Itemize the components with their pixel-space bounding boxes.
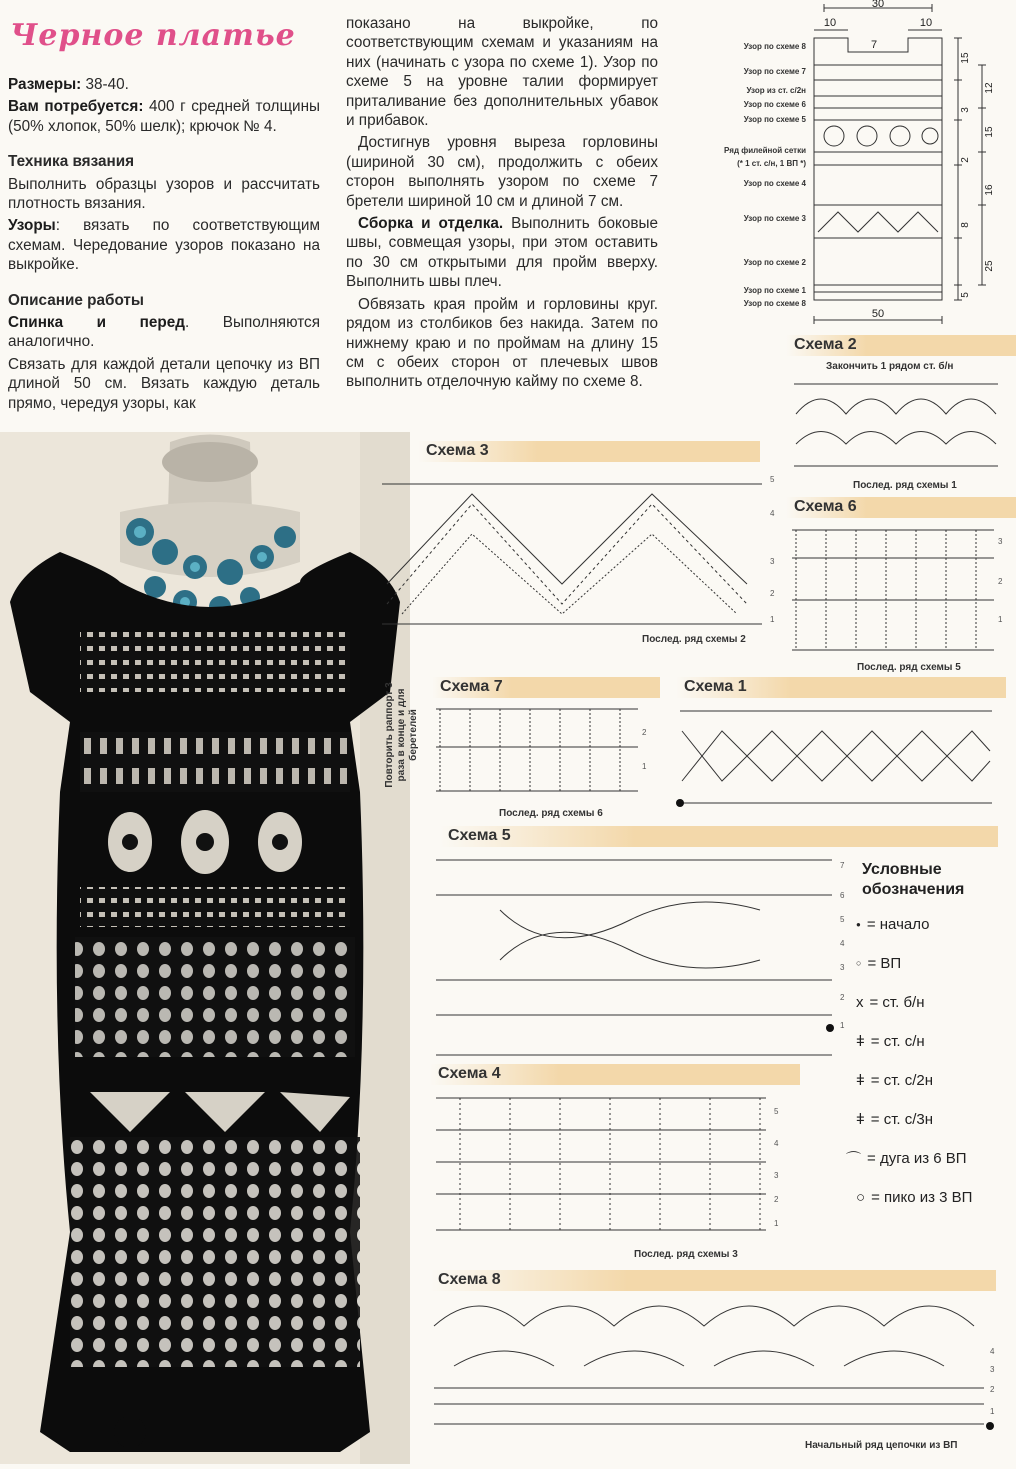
- s4-row-4: 4: [774, 1139, 779, 1148]
- scheme-2-top-caption: Закончить 1 рядом ст. б/н: [826, 361, 954, 372]
- legend-dc2-symbol: ǂ: [856, 1071, 865, 1089]
- scheme-3-diagram: [372, 464, 775, 645]
- sizes-paragraph: [8, 75, 320, 94]
- scheme-7-heading: [432, 677, 660, 698]
- legend-dc3-symbol: ǂ: [856, 1110, 865, 1128]
- s6-row-3: 3: [998, 537, 1003, 546]
- legend-dc2-text: = ст. с/2н: [870, 1071, 934, 1089]
- legend-chain-text: = ВП: [867, 954, 902, 972]
- scheme-5-diagram: [430, 850, 850, 1064]
- assembly-paragraph: [346, 214, 658, 292]
- s5-row-4: 4: [840, 939, 845, 948]
- scheme-6-heading: [786, 497, 1016, 518]
- scheme-4-diagram: [430, 1090, 790, 1240]
- dress-illustration: [0, 432, 410, 1464]
- scheme-1-title: Схема 1: [684, 678, 747, 695]
- s4-row-5: 5: [774, 1107, 779, 1116]
- scheme-2-diagram: [786, 374, 1008, 478]
- scheme-3-heading: [418, 441, 760, 462]
- patterns-value: : вязать по соответствующим схемам. Чередование узоров показано на выкройке.: [8, 217, 320, 274]
- s5-row-7: 7: [840, 861, 845, 870]
- s8-row-2: 2: [990, 1385, 995, 1394]
- scheme-2-caption: Послед. ряд схемы 1: [853, 480, 957, 491]
- dim-outer-3: 2: [960, 157, 971, 163]
- legend-sc-symbol: x: [856, 993, 864, 1011]
- pattern-label-12: Узор по схеме 8: [743, 299, 806, 308]
- chain-paragraph: Связать для каждой детали цепочку из ВП длиной 50 см. Вязать каждую деталь прямо, чередуя узоры, как: [8, 355, 320, 412]
- legend-item-dc2: [856, 1070, 1006, 1090]
- legend-start-text: = начало: [866, 915, 930, 933]
- legend-item-arc: [846, 1148, 1006, 1168]
- left-text-column: [8, 75, 320, 416]
- s3-row-4: 4: [770, 509, 775, 518]
- pattern-bottom-width: 50: [871, 308, 885, 320]
- patterns-label: Узоры: [8, 217, 56, 235]
- s4-row-1: 1: [774, 1219, 779, 1228]
- s8-row-3: 3: [990, 1365, 995, 1374]
- s4-row-3: 3: [774, 1171, 779, 1180]
- scheme-8-heading: [430, 1270, 996, 1291]
- legend-title: Условные обозначения: [862, 861, 965, 898]
- dim-inner-2: 15: [984, 126, 995, 138]
- legend-arc-symbol: ⌒: [846, 1150, 862, 1168]
- materials-value: 400 г средней толщины (50% хлопок, 50% шелк); крючок № 4.: [8, 98, 321, 135]
- pattern-label-4: Узор по схеме 6: [743, 100, 806, 109]
- pattern-label-8: Узор по схеме 4: [743, 179, 806, 188]
- dress-photo: [0, 432, 410, 1464]
- scheme-7-side-note: Повторить раппорт 3 раза в конце и для беретелей: [384, 682, 419, 788]
- scheme-7-diagram: [430, 701, 652, 805]
- s6-row-2: 2: [998, 577, 1003, 586]
- scheme-4-caption: Послед. ряд схемы 3: [634, 1249, 738, 1260]
- dim-outer-2: 3: [960, 107, 971, 113]
- sizes-label: Размеры:: [8, 76, 82, 93]
- scheme-1-heading: [676, 677, 1006, 698]
- s8-row-4: 4: [990, 1347, 995, 1356]
- pattern-label-7: (* 1 ст. с/н, 1 ВП *): [737, 159, 806, 168]
- s3-row-5: 5: [770, 475, 775, 484]
- s3-row-1: 1: [770, 615, 775, 624]
- scheme-7-caption: Послед. ряд схемы 6: [499, 808, 603, 819]
- legend-item-dc: [856, 1031, 1006, 1051]
- legend-dc-text: = ст. с/н: [870, 1032, 925, 1050]
- assembly-label: Сборка и отделка.: [358, 215, 504, 233]
- materials-paragraph: [8, 97, 320, 136]
- legend-dc3-text: = ст. с/3н: [870, 1110, 934, 1128]
- s4-row-2: 2: [774, 1195, 779, 1204]
- dim-outer-4: 8: [960, 222, 971, 228]
- scheme-8-title: Схема 8: [438, 1271, 501, 1288]
- pattern-neck-depth: 7: [870, 39, 878, 51]
- legend-item-dc3: [856, 1109, 1006, 1129]
- pattern-top-width: 30: [871, 0, 885, 10]
- pattern-label-2: Узор по схеме 7: [743, 67, 806, 76]
- legend-start-symbol: ●: [856, 919, 861, 929]
- pattern-label-10: Узор по схеме 2: [743, 258, 806, 267]
- garment-pattern-diagram: [686, 0, 1006, 330]
- pattern-label-5: Узор по схеме 5: [743, 115, 806, 124]
- s7-row-2: 2: [642, 728, 647, 737]
- scheme-7-title: Схема 7: [440, 678, 503, 695]
- scheme-8-diagram: [424, 1296, 1004, 1436]
- samples-paragraph: Выполнить образцы узоров и рассчитать плотность вязания.: [8, 175, 320, 213]
- pattern-label-1: Узор по схеме 8: [743, 42, 806, 51]
- pattern-label-11: Узор по схеме 1: [743, 286, 806, 295]
- back-front-label: Спинка и перед: [8, 314, 185, 332]
- s7-row-1: 1: [642, 762, 647, 771]
- technique-heading: Техника вязания: [8, 153, 135, 171]
- scheme-3-title: Схема 3: [426, 442, 489, 459]
- s6-row-1: 1: [998, 615, 1003, 624]
- middle-p2: Достигнув уровня выреза горловины (шириной 30 см), продолжить с обеих сторон выполнять узором по схеме 7 бретели шириной 10 см и длиной 7 см.: [346, 134, 658, 210]
- scheme-5-title: Схема 5: [448, 827, 511, 844]
- legend-item-start: [856, 914, 1006, 934]
- dim-outer-1: 15: [960, 52, 971, 64]
- middle-text-column: [346, 14, 658, 395]
- patterns-paragraph: [8, 216, 320, 274]
- s3-row-2: 2: [770, 589, 775, 598]
- assembly-value: Выполнить боковые швы, совмещая узоры, при этом оставить по 30 см открытыми для пройм вверху. Выполнить швы плеч.: [346, 215, 658, 291]
- dim-inner-3: 16: [984, 184, 995, 196]
- page-title: Черное платье: [10, 18, 296, 53]
- middle-p1: показано на выкройке, по соответствующим схемам и указаниям на них (начинать с узора по схеме 1). Узор по схеме 5 на уровне талии формирует приталивание без дополнительных убавок и прибавок.: [346, 15, 658, 130]
- legend-chain-symbol: ○: [856, 958, 862, 968]
- s5-row-6: 6: [840, 891, 845, 900]
- back-front-value: . Выполняются аналогично.: [8, 314, 320, 351]
- legend-item-sc: [856, 992, 1006, 1012]
- pattern-strap-right: 10: [919, 17, 933, 29]
- scheme-6-diagram: [786, 522, 1008, 658]
- scheme-6-caption: Послед. ряд схемы 5: [857, 662, 961, 673]
- work-heading: Описание работы: [8, 291, 144, 309]
- scheme-5-heading: [440, 826, 998, 847]
- s5-row-3: 3: [840, 963, 845, 972]
- pattern-strap-left: 10: [823, 17, 837, 29]
- back-front-paragraph: [8, 313, 320, 352]
- legend-picot-symbol: ○: [856, 1188, 866, 1206]
- dim-inner-1: 12: [984, 82, 995, 94]
- middle-p4: Обвязать края пройм и горловины круг. рядом из столбиков без накида. Затем по нижнему краю и по проймам на длину 15 см с обеих сторон от плечевых швов выполнить отделочную кайму по схеме 8.: [346, 295, 658, 391]
- scheme-4-title: Схема 4: [438, 1065, 501, 1082]
- legend-item-chain: [856, 953, 1006, 973]
- pattern-label-3: Узор из ст. с/2н: [746, 86, 806, 95]
- sizes-value: 38-40.: [81, 76, 129, 93]
- dim-inner-4: 25: [984, 260, 995, 272]
- s8-row-1: 1: [990, 1407, 995, 1416]
- scheme-2-title: Схема 2: [794, 336, 857, 353]
- legend-dc-symbol: ǂ: [856, 1032, 865, 1050]
- legend-arc-text: = дуга из 6 ВП: [867, 1149, 967, 1167]
- scheme-4-heading: [430, 1064, 800, 1085]
- s3-row-3: 3: [770, 557, 775, 566]
- materials-label: Вам потребуется:: [8, 98, 144, 116]
- pattern-label-6: Ряд филейной сетки: [724, 146, 806, 155]
- s5-row-1: 1: [840, 1021, 845, 1030]
- scheme-8-caption: Начальный ряд цепочки из ВП: [805, 1440, 958, 1451]
- pattern-label-9: Узор по схеме 3: [743, 214, 806, 223]
- legend-sc-text: = ст. б/н: [869, 993, 925, 1011]
- scheme-2-heading: [786, 335, 1016, 356]
- dim-outer-5: 5: [960, 292, 971, 298]
- legend: [846, 860, 1006, 1207]
- legend-item-picot: [856, 1187, 1006, 1207]
- s5-row-2: 2: [840, 993, 845, 1002]
- scheme-3-caption: Послед. ряд схемы 2: [642, 634, 746, 645]
- scheme-6-title: Схема 6: [794, 498, 857, 515]
- s5-row-5: 5: [840, 915, 845, 924]
- legend-picot-text: = пико из 3 ВП: [871, 1188, 973, 1206]
- scheme-1-diagram: [672, 701, 1000, 813]
